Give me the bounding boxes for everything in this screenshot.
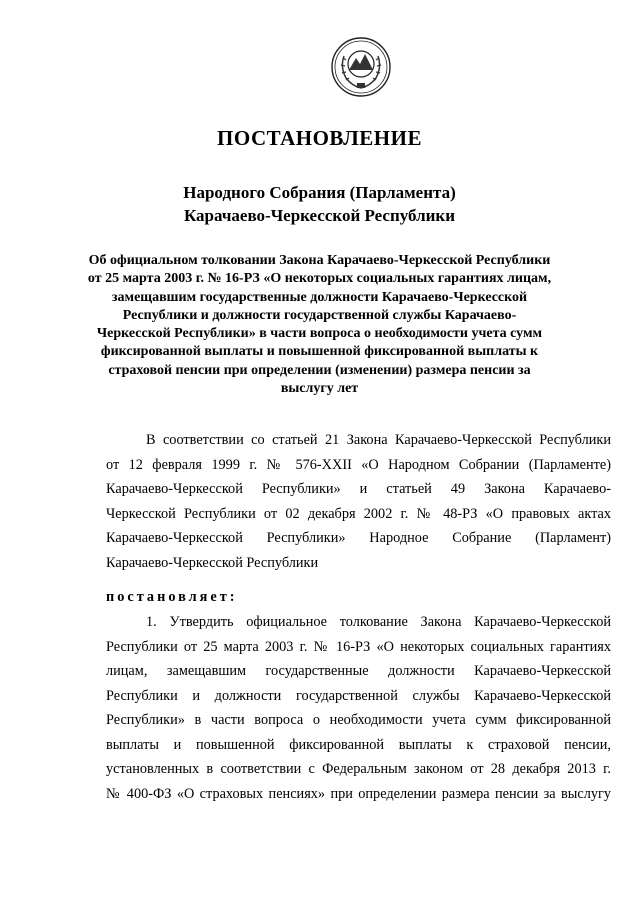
preamble-line: В соответствии со статьей 21 Закона Карачаево-Черкесской Республики xyxy=(146,432,611,448)
item-1-line: Республики и должности государственной службы Карачаево-Черкесской xyxy=(106,687,611,704)
coat-of-arms-emblem xyxy=(330,36,392,98)
preamble-line: Карачаево-Черкесской Республики xyxy=(106,554,319,571)
subject-line: фиксированной выплаты и повышенной фиксированной выплаты к xyxy=(100,344,539,360)
item-1-line: лицам, замещавшим государственные должности Карачаево-Черкесской xyxy=(106,663,611,679)
item-1-line: установленных в соответствии с Федеральным законом от 28 декабря 2013 г. xyxy=(106,761,611,777)
item-1-line: № 400-ФЗ «О страховых пенсиях» при определении размера пенсии за выслугу xyxy=(106,785,611,802)
preamble-line: Карачаево-Черкесской Республики» Народное Собрание (Парламент) xyxy=(106,530,611,546)
subject-line: замещавшим государственные должности Карачаево-Черкесской xyxy=(111,289,528,305)
preamble-line: Черкесской Республики от 02 декабря 2002 г. № 48-РЗ «О правовых актах xyxy=(106,505,611,522)
issuer-block xyxy=(0,181,639,227)
document-subject xyxy=(0,252,639,398)
item-1-line: выплаты и повышенной фиксированной выплаты к страховой пенсии, xyxy=(106,736,611,753)
subject-line: Об официальном толковании Закона Карачаево-Черкесской Республики xyxy=(88,253,551,268)
subject-line: Черкесской Республики» в части вопроса о необходимости учета сумм xyxy=(96,326,543,342)
item-1-line: 1. Утвердить официальное толкование Закона Карачаево-Черкесской xyxy=(146,614,611,630)
preamble-line: от 12 февраля 1999 г. № 576-XXII «О Народном Собрании (Парламенте) xyxy=(106,456,611,473)
resolves-word: постановляет: xyxy=(106,589,238,605)
preamble-paragraph xyxy=(106,428,611,575)
subject-line: выслугу лет xyxy=(280,381,359,397)
item-1-line: Республики» в части вопроса о необходимости учета сумм фиксированной xyxy=(106,712,611,728)
subject-line: от 25 марта 2003 г. № 16-РЗ «О некоторых социальных гарантиях лицам, xyxy=(87,271,552,287)
item-1-paragraph xyxy=(106,610,611,806)
issuer-line: Карачаево-Черкесской Республики xyxy=(183,206,456,225)
issuer-line: Народного Собрания (Парламента) xyxy=(183,183,456,202)
preamble-line: Карачаево-Черкесской Республики» и статьей 49 Закона Карачаево- xyxy=(106,481,611,497)
item-1-line: Республики от 25 марта 2003 г. № 16-РЗ «О некоторых социальных гарантиях xyxy=(106,638,611,655)
subject-line: страховой пенсии при определении (изменении) размера пенсии за xyxy=(108,362,531,378)
subject-line: Республики и должности государственной службы Карачаево- xyxy=(122,307,517,323)
document-title: ПОСТАНОВЛЕНИЕ xyxy=(217,126,422,150)
